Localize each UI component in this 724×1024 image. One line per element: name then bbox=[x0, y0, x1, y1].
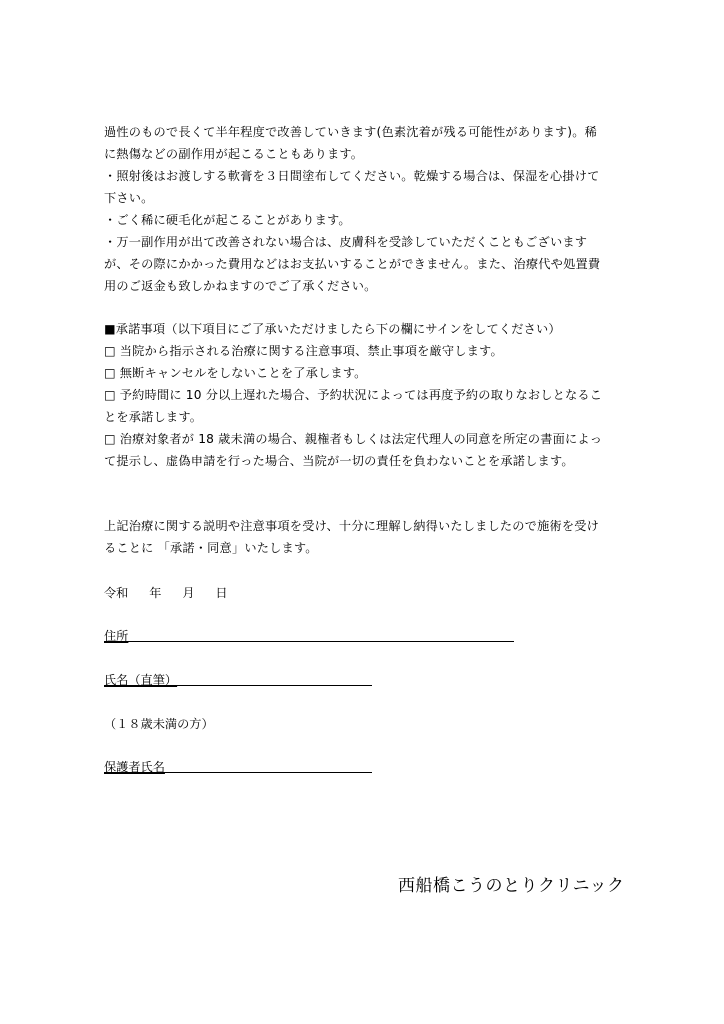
consent-item: □ 治療対象者が 18 歳未満の場合、親権者もしくは法定代理人の同意を所定の書面によっ bbox=[104, 432, 603, 446]
agreement-line: 上記治療に関する説明や注意事項を受け、十分に理解し納得いたしましたので施術を受け bbox=[104, 519, 600, 533]
consent-item: とを承諾します。 bbox=[104, 410, 203, 424]
precaution-line: が、その際にかかった費用などはお支払いすることができません。また、治療代や処置費 bbox=[104, 257, 601, 271]
consent-item: て提示し、虚偽申請を行った場合、当院が一切の責任を負わないことを承諾します。 bbox=[104, 454, 574, 468]
name-signature-line[interactable] bbox=[104, 685, 372, 686]
consent-item: □ 当院から指示される治療に関する注意事項、禁止事項を厳守します。 bbox=[104, 344, 503, 358]
precaution-line: ・ごく稀に硬毛化が起こることがあります。 bbox=[104, 213, 351, 227]
precaution-line: ・照射後はお渡しする軟膏を３日間塗布してください。乾燥する場合は、保湿を心掛けて bbox=[104, 169, 600, 183]
name-label: 氏名（直筆） bbox=[104, 673, 178, 687]
precaution-line: 下さい。 bbox=[104, 191, 154, 205]
consent-heading: ■承諾事項（以下項目にご了承いただけましたら下の欄にサインをしてください） bbox=[104, 322, 561, 336]
date-day: 日 bbox=[215, 586, 228, 600]
date-era: 令和 bbox=[104, 586, 129, 600]
consent-item: □ 無断キャンセルをしないことを了承します。 bbox=[104, 366, 367, 380]
agreement-line: ることに 「承諾・同意」いたします。 bbox=[104, 541, 318, 555]
date-month: 月 bbox=[182, 586, 195, 600]
consent-item: □ 予約時間に 10 分以上遅れた場合、予約状況によっては再度予約の取りなおしとなるこ bbox=[104, 388, 603, 402]
date-field[interactable] bbox=[104, 584, 245, 601]
guardian-label: 保護者氏名 bbox=[104, 760, 165, 774]
guardian-signature-line[interactable] bbox=[104, 772, 372, 773]
minor-note: （１８歳未満の方） bbox=[104, 717, 214, 731]
precaution-line: 用のご返金も致しかねますのでご了承ください。 bbox=[104, 279, 377, 293]
precaution-line: 過性のもので長くて半年程度で改善していきます(色素沈着が残る可能性があります)。稀 bbox=[104, 125, 598, 139]
clinic-name: 西船橋こうのとりクリニック bbox=[398, 876, 625, 896]
precaution-line: に熱傷などの副作用が起こることもあります。 bbox=[104, 147, 364, 161]
address-label: 住所 bbox=[104, 629, 129, 643]
precaution-line: ・万一副作用が出て改善されない場合は、皮膚科を受診していただくこともございます bbox=[104, 235, 588, 249]
date-year: 年 bbox=[149, 586, 162, 600]
address-signature-line[interactable] bbox=[104, 641, 514, 642]
